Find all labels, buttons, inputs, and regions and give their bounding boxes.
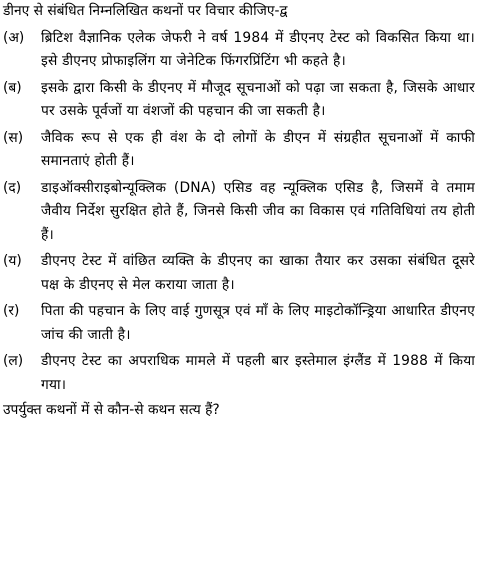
statement-item: [3, 177, 475, 248]
statement-marker: (ब): [3, 79, 22, 96]
statement-item: [3, 350, 475, 397]
question-intro: डीनए से संबंधित निम्नलिखित कथनों पर विचार कीजिए-द्व: [3, 3, 288, 19]
statement-item: [3, 300, 475, 347]
statement-marker: (स): [3, 129, 24, 146]
statement-text: जैविक रूप से एक ही वंश के दो लोगों के डीएन में संग्रहीत सूचनाओं में काफी समानताएं होती हैं।: [41, 129, 475, 169]
statement-text: डाइऑक्सीराइबोन्यूक्लिक (DNA) एसिड वह न्यूक्लिक एसिड है, जिसमें वे तमाम जैवीय निर्देश सुरक्षित होते हैं, जिनसे किसी जीव का विकास एवं गतिविधियां तय होती हैं।: [41, 179, 475, 243]
statement-marker: (र): [3, 303, 20, 319]
statement-text: ब्रिटिश वैज्ञानिक एलेक जेफरी ने वर्ष 1984 में डीएनए टेस्ट को विकसित किया था। इसे डीएनए प्रोफाइलिंग या जेनेटिक फिंगरप्रिंटिंग भी कहते है।: [41, 29, 475, 69]
statement-item: [3, 250, 475, 297]
question-prompt: उपर्युक्त कथनों में से कौन-से कथन सत्य हैं?: [3, 402, 220, 418]
statement-item: [3, 127, 475, 174]
statement-text: डीएनए टेस्ट का अपराधिक मामले में पहली बार इस्तेमाल इंग्लैंड में 1988 में किया गया।: [41, 353, 475, 393]
statement-list: [3, 27, 475, 398]
statement-text: डीएनए टेस्ट में वांछित व्यक्ति के डीएनए का खाका तैयार कर उसका संबंधित दूसरे पक्ष के डीएनए से मेल कराया जाता है।: [41, 253, 475, 293]
statement-marker: (अ): [3, 29, 25, 46]
statement-marker: (ल): [3, 353, 24, 369]
statement-item: [3, 27, 475, 74]
statement-item: [3, 77, 475, 124]
statement-text: पिता की पहचान के लिए वाई गुणसूत्र एवं माँ के लिए माइटोकॉन्ड्रिया आधारित डीएनए जांच की जाती है।: [41, 303, 475, 343]
statement-marker: (य): [3, 253, 22, 269]
statement-marker: (द): [3, 179, 22, 196]
statement-text: इसके द्वारा किसी के डीएनए में मौजूद सूचनाओं को पढ़ा जा सकता है, जिसके आधार पर उसके पूर्वजों या वंशजों की पहचान की जा सकती है।: [41, 79, 475, 119]
